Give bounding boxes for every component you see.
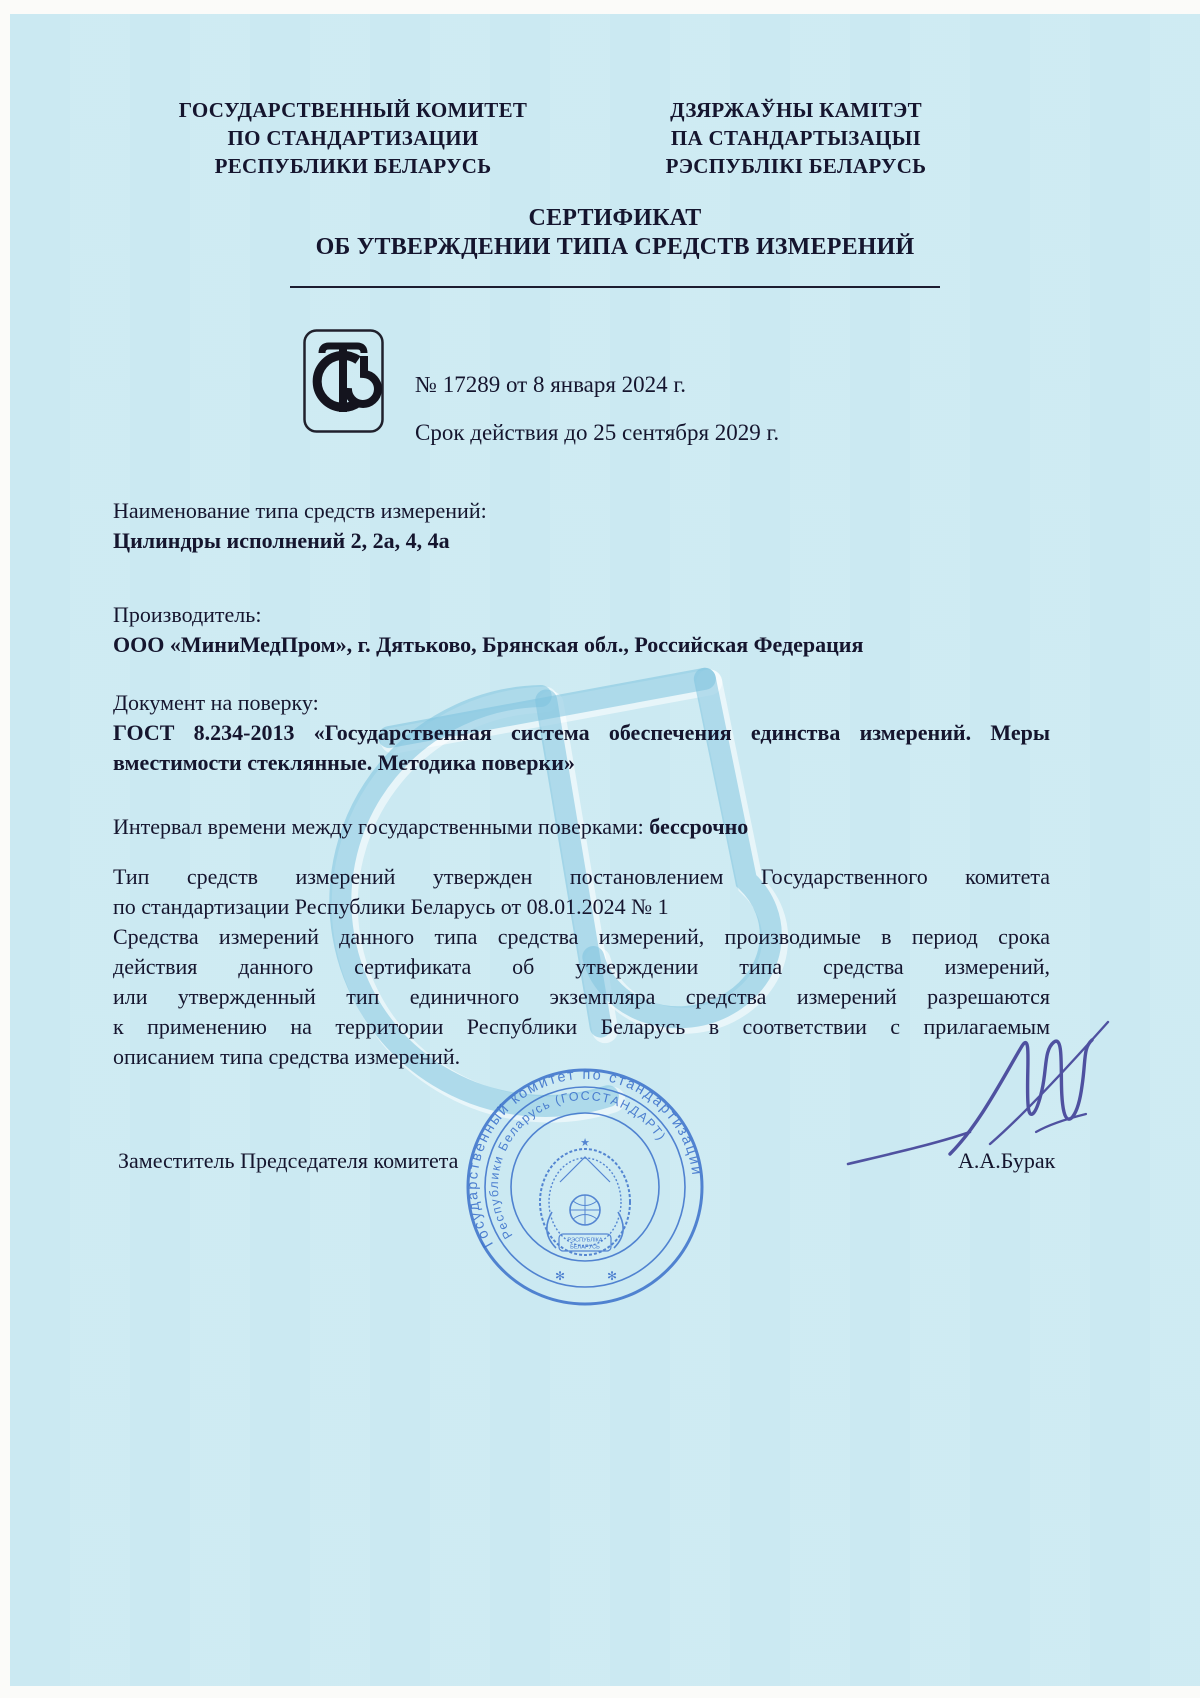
approval-line: описанием типа средства измерений. bbox=[113, 1044, 461, 1069]
document-title-line2: ОБ УТВЕРЖДЕНИИ ТИПА СРЕДСТВ ИЗМЕРЕНИЙ bbox=[315, 234, 915, 260]
scan-edge-bottom bbox=[0, 1686, 1200, 1698]
signer-name: А.А.Бурак bbox=[958, 1148, 1056, 1173]
document-title bbox=[280, 204, 950, 262]
approval-line: Тип средств измерений утвержден постановлением Государственного комитета bbox=[113, 864, 1050, 889]
stb-logo-icon bbox=[302, 328, 385, 434]
signature-row bbox=[118, 1146, 1098, 1176]
certificate-page bbox=[10, 14, 1200, 1686]
header-left-line: ГОСУДАРСТВЕННЫЙ КОМИТЕТ bbox=[178, 98, 528, 122]
svg-text:★: ★ bbox=[580, 1137, 590, 1149]
svg-text:Государственный комитет по ста bbox=[460, 1062, 710, 1296]
type-name-value: Цилиндры исполнений 2, 2а, 4, 4а bbox=[113, 528, 450, 553]
header-right-line: РЭСПУБЛІКІ БЕЛАРУСЬ bbox=[665, 154, 927, 178]
approval-line: или утвержденный тип единичного экземпляра средства измерений разрешаются bbox=[113, 984, 1050, 1009]
interval-value: бессрочно bbox=[649, 814, 749, 839]
certificate-validity: Срок действия до 25 сентября 2029 г. bbox=[415, 420, 780, 445]
stamp-outer-text: Государственный комитет по стандартизации bbox=[464, 1066, 705, 1251]
stamp-inner-text: Республики Беларусь (ГОССТАНДАРТ) bbox=[486, 1088, 669, 1242]
certificate-number: № 17289 от 8 января 2024 г. bbox=[415, 372, 687, 397]
approval-line: действия данного сертификата об утверждении типа средства измерений, bbox=[113, 954, 1050, 979]
approval-line: к применению на территории Республики Беларусь в соответствии с прилагаемым bbox=[113, 1014, 1050, 1039]
scan-edge-top bbox=[0, 0, 1200, 14]
header-right-line: ДЗЯРЖАЎНЫ КАМІТЭТ bbox=[670, 98, 922, 122]
header-left-line: ПО СТАНДАРТИЗАЦИИ bbox=[227, 126, 479, 150]
manufacturer-label: Производитель: bbox=[113, 602, 262, 627]
manufacturer-value: ООО «МиниМедПром», г. Дятьково, Брянская обл., Российская Федерация bbox=[113, 632, 864, 657]
title-underline bbox=[290, 286, 940, 288]
header-left bbox=[168, 96, 538, 180]
header-right-line: ПА СТАНДАРТЫЗАЦЫІ bbox=[670, 126, 922, 150]
signer-position: Заместитель Председателя комитета bbox=[118, 1148, 459, 1173]
document-title-line1: СЕРТИФИКАТ bbox=[528, 205, 702, 231]
interval-line bbox=[113, 812, 748, 842]
approval-line: Средства измерений данного типа средства измерений, производимые в период срока bbox=[113, 924, 1050, 949]
interval-label: Интервал времени между государственными поверками: bbox=[113, 814, 644, 839]
stamp-star-separator: ✻ bbox=[607, 1269, 618, 1283]
scan-edge-left bbox=[0, 0, 10, 1698]
stamp-center-text-line1: РЭСПУБЛІКА bbox=[567, 1237, 603, 1244]
type-name-label: Наименование типа средств измерений: bbox=[113, 498, 487, 523]
approval-paragraph bbox=[113, 862, 1050, 1072]
stamp-star-separator: ✻ bbox=[555, 1269, 566, 1283]
verification-doc-label: Документ на поверку: bbox=[113, 690, 319, 715]
stamp-center-text-line2: БЕЛАРУСЬ bbox=[570, 1244, 600, 1251]
verification-doc-line1: ГОСТ 8.234-2013 «Государственная система обеспечения единства измерений. Меры bbox=[113, 720, 1050, 745]
gosstandart-stamp bbox=[460, 1062, 710, 1312]
header-left-line: РЕСПУБЛИКИ БЕЛАРУСЬ bbox=[214, 154, 492, 178]
approval-line: по стандартизации Республики Беларусь от 08.01.2024 № 1 bbox=[113, 894, 669, 919]
header-right bbox=[626, 96, 966, 180]
verification-doc-line2: вместимости стеклянные. Методика поверки» bbox=[113, 750, 575, 775]
